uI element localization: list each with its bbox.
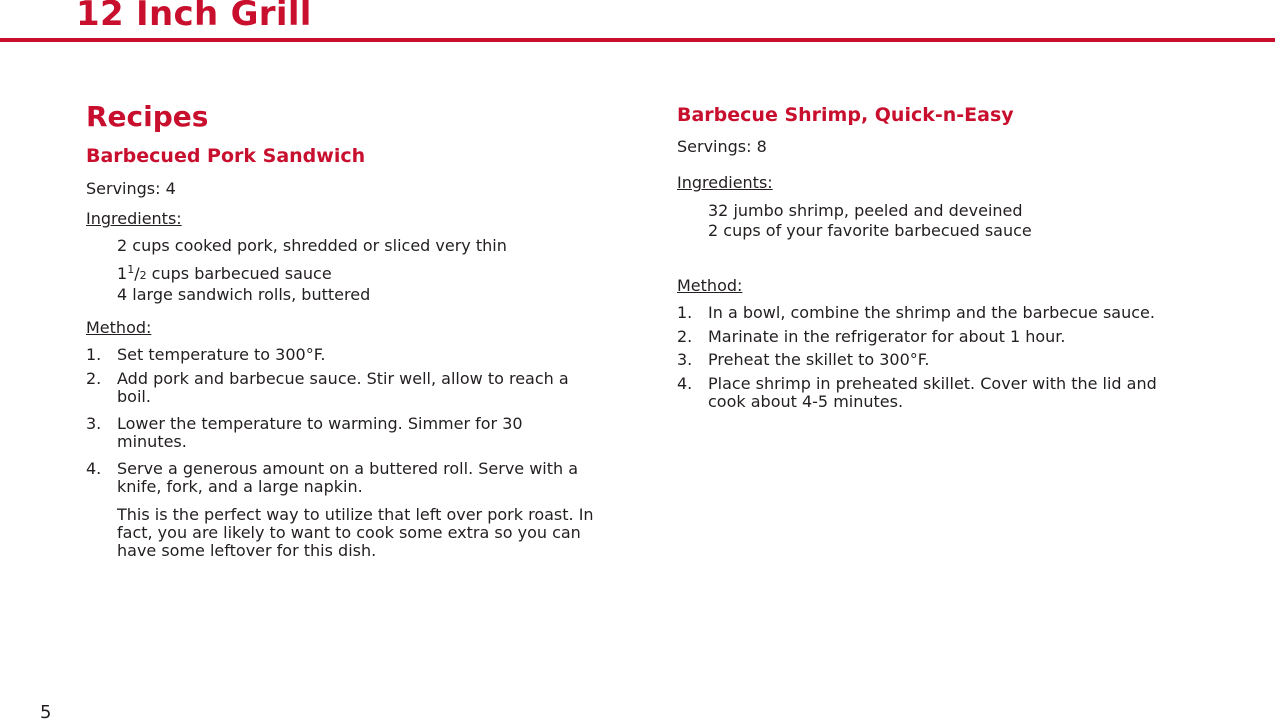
step-text: In a bowl, combine the shrimp and the barbecue sauce.: [708, 303, 1155, 322]
ingredient-item: 32 jumbo shrimp, peeled and deveined: [708, 201, 1023, 220]
step-text: Place shrimp in preheated skillet. Cover with the lid and cook about 4-5 minutes.: [708, 374, 1157, 411]
fraction-denominator: 2: [139, 269, 147, 282]
step-number: 2.: [86, 369, 102, 388]
section-title: Recipes: [86, 100, 209, 133]
step-text: Marinate in the refrigerator for about 1 hour.: [708, 327, 1066, 346]
step-number: 3.: [677, 350, 693, 369]
header-rule: [0, 38, 1275, 42]
recipe-title: Barbecued Pork Sandwich: [86, 145, 366, 167]
recipe-title: Barbecue Shrimp, Quick-n-Easy: [677, 104, 1014, 126]
step-text: Lower the temperature to warming. Simmer for 30 minutes.: [117, 414, 523, 451]
ingredients-label: Ingredients:: [677, 173, 773, 192]
ingredient-item: 2 cups cooked pork, shredded or sliced very thin: [117, 236, 507, 255]
ingredient-item-fraction: [117, 260, 332, 286]
fraction-numerator: 1: [127, 263, 135, 276]
step-number: 1.: [677, 303, 693, 322]
method-label: Method:: [677, 276, 743, 295]
step-number: 4.: [677, 374, 693, 393]
step-text: Add pork and barbecue sauce. Stir well, allow to reach a boil.: [117, 369, 569, 406]
servings: Servings: 8: [677, 137, 767, 156]
fraction-whole: 1: [117, 264, 128, 283]
step-number: 3.: [86, 414, 102, 433]
ingredient-text: cups barbecued sauce: [151, 264, 332, 283]
method-label: Method:: [86, 318, 152, 337]
step-text: Preheat the skillet to 300°F.: [708, 350, 930, 369]
ingredients-label: Ingredients:: [86, 209, 182, 228]
page-header-title: 12 Inch Grill: [76, 0, 312, 34]
fraction-slash: /: [134, 264, 140, 283]
servings: Servings: 4: [86, 179, 176, 198]
step-text: Set temperature to 300°F.: [117, 345, 326, 364]
ingredient-item: 2 cups of your favorite barbecued sauce: [708, 221, 1032, 240]
recipe-note: This is the perfect way to utilize that left over pork roast. In fact, you are likely to want to cook some extra so you can have some leftover for this dish.: [117, 505, 594, 560]
step-text: Serve a generous amount on a buttered roll. Serve with a knife, fork, and a large napkin.: [117, 459, 579, 496]
step-number: 2.: [677, 327, 693, 346]
ingredient-item: 4 large sandwich rolls, buttered: [117, 285, 371, 304]
step-number: 1.: [86, 345, 102, 364]
page-number: 5: [40, 702, 52, 723]
step-number: 4.: [86, 459, 102, 478]
